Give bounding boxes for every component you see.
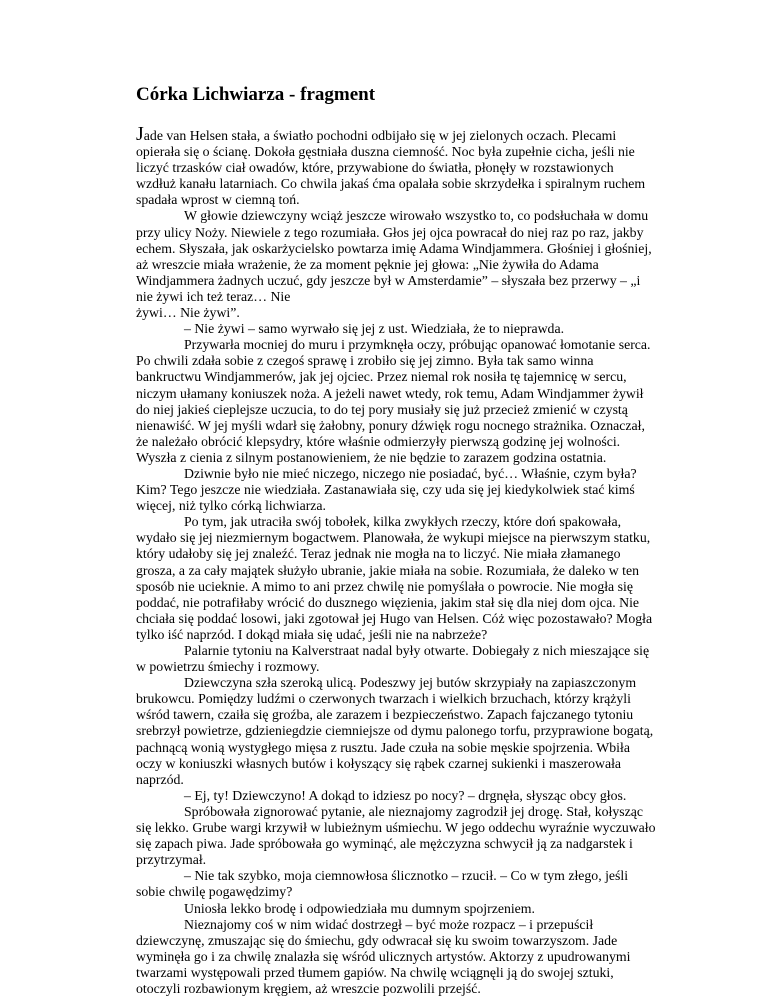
document-title: Córka Lichwiarza - fragment xyxy=(136,84,376,105)
paragraph-7: Palarnie tytoniu na Kalverstraat nadal były otwarte. Dobiegały z nich mieszające się w powietrzu śmiechy i rozmowy. xyxy=(136,643,650,675)
paragraph-12: Uniosła lekko brodę i odpowiedziała mu dumnym spojrzeniem. xyxy=(184,900,535,916)
paragraph-3: – Nie żywi – samo wyrwało się jej z ust. Wiedziała, że to nieprawda. xyxy=(184,321,565,337)
drop-cap: J xyxy=(136,123,144,145)
paragraph-11: – Nie tak szybko, moja ciemnowłosa ślicznotko – rzucił. – Co w tym złego, jeśli sobie chwilę pogawędzimy? xyxy=(136,868,629,900)
document-body xyxy=(136,123,656,997)
paragraph-6: Po tym, jak utraciła swój tobołek, kilka zwykłych rzeczy, które doń spakowała, wydało się jej niezmiernym bogactwem. Planowała, że wykupi miejsce na pierwszym statku, który udałoby się jej znaleźć. Teraz jednak nie mogła na to liczyć. Nie miała złamanego grosza, a za cały majątek służyło ubranie, jakie miała na sobie. Rozumiała, że daleko w ten sposób nie ucieknie. A mimo to ani przez chwilę nie pomyślała o powrocie. Nie mogła się poddać, nie potrafiłaby wrócić do dusznego więzienia, jakim stał się dla niej dom ojca. Nie chciała się poddać losowi, jaki zgotował jej Hugo van Helsen. Cóż więc pozostawało? Mogła tylko iść naprzód. I dokąd miała się udać, jeśli nie na nabrzeże? xyxy=(136,514,653,642)
paragraph-5: Dziwnie było nie mieć niczego, niczego nie posiadać, być… Właśnie, czym była? Kim? Tego jeszcze nie wiedziała. Zastanawiała się, czy uda się jej kiedykolwiek stać kimś więcej, niż tylko córką lichwiarza. xyxy=(136,465,637,514)
paragraph-9: – Ej, ty! Dziewczyno! A dokąd to idziesz po nocy? – drgnęła, słysząc obcy głos. xyxy=(184,787,627,803)
paragraph-4: Przywarła mocniej do muru i przymknęła oczy, próbując opanować łomotanie serca. Po chwili zdała sobie z czegoś sprawę i zrobiło się jej zimno. Była tak samo winna bankructwu Windjammerów, jak jej ojciec. Przez niemal rok nosiła tę tajemnicę w sercu, niczym ułamany koniuszek noża. A jeżeli nawet wtedy, rok temu, Adam Windjammer żywił do niej jakieś cieplejsze uczucia, to do tej pory musiały się już przecież zmienić w czystą nienawiść. W jej myśli wdarł się żałobny, ponury dźwięk rogu nocnego strażnika. Oznaczał, że należało obrócić klepsydry, które właśnie odmierzyły pierwszą godzinę jej wolności. Wyszła z cienia z silnym postanowieniem, że nie będzie to zarazem godzina ostatnia. xyxy=(136,337,651,465)
paragraph-1-text: ade van Helsen stała, a światło pochodni odbijało się w jej zielonych oczach. Plecami opierała się o ścianę. Dokoła gęstniała duszna ciemność. Noc była zupełnie cicha, jeśli nie liczyć trzasków ciał owadów, które, przywabione do światła, płonęły w rozstawionych wzdłuż kanału latarniach. Co chwila jakaś ćma opalała sobie skrzydełka i spiralnym ruchem spadała wprost w ciemną toń. xyxy=(136,128,646,208)
paragraph-13: Nieznajomy coś w nim widać dostrzegł – być może rozpacz – i przepuścił dziewczynę, zmuszając się do śmiechu, gdy odwracał się ku swoim towarzyszom. Jade wyminęła go i za chwilę znalazła się wśród ulicznych artystów. Aktorzy z upudrowanymi twarzami występowali przed tłumem gapiów. Na chwilę wciągnęli ją do swojej sztuki, otoczyli rozbawionym kręgiem, aż wreszcie pozwolili przejść. xyxy=(136,916,631,996)
paragraph-8: Dziewczyna szła szeroką ulicą. Podeszwy jej butów skrzypiały na zapiaszczonym brukowcu. Pomiędzy ludźmi o czerwonych twarzach i wielkich brzuchach, którzy krążyli wśród tawern, czaiła się groźba, ale zarazem i bezpieczeństwo. Zapach fajczanego tytoniu srebrzył powietrze, gdzieniegdzie ciemniejsze od dymu palonego torfu, przyprawione bogatą, pachnącą wonią wystygłego mięsa z rusztu. Jade czuła na sobie męskie spojrzenia. Wbiła oczy w koniuszki własnych butów i kołyszący się rąbek czarnej sukienki i maszerowała naprzód. xyxy=(136,675,654,787)
paragraph-2: W głowie dziewczyny wciąż jeszcze wirowało wszystko to, co podsłuchała w domu przy ulicy Noży. Niewiele z tego rozumiała. Głos jej ojca powracał do niej raz po raz, jakby echem. Słyszała, jak oskarżycielsko powtarza imię Adama Windjammera. Głośniej i głośniej, aż wreszcie miała wrażenie, że za moment pęknie jej głowa: „Nie żywiła do Adama Windjammera żadnych uczuć, gdy jeszcze był w Amsterdamie” – słyszała bez przerwy – „i nie żywi ich też teraz… Nie żywi… Nie żywi”. xyxy=(136,208,652,321)
paragraph-10: Spróbowała zignorować pytanie, ale nieznajomy zagrodził jej drogę. Stał, kołysząc się lekko. Grube wargi krzywił w lubieżnym uśmiechu. W jego oddechu wyraźnie wyczuwało się zapach piwa. Jade spróbowała go wyminąć, ale mężczyzna schwycił ją za nadgarstek i przytrzymał. xyxy=(136,803,656,868)
paragraph-1 xyxy=(136,123,656,208)
